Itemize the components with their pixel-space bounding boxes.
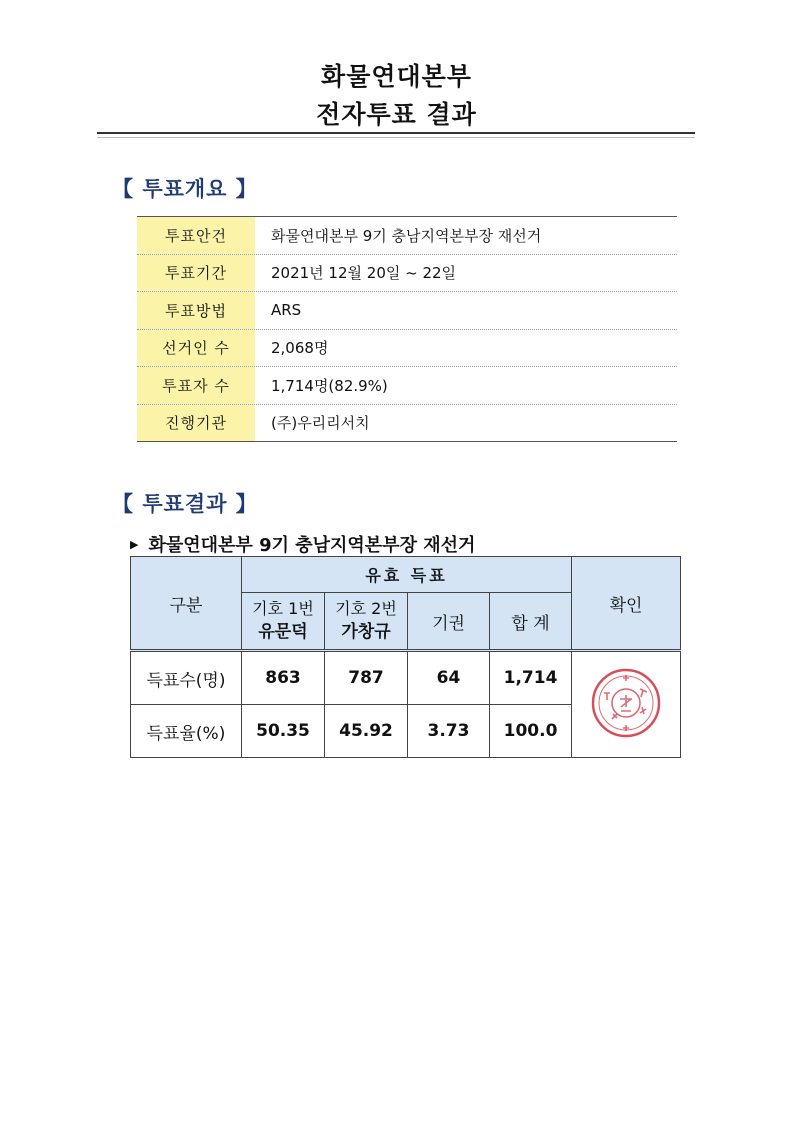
cell-value: 863 xyxy=(242,651,325,705)
header-valid-votes: 유효 득표 xyxy=(242,557,572,593)
overview-value: (주)우리리서치 xyxy=(271,414,370,433)
overview-value: 2,068명 xyxy=(271,339,329,358)
results-heading: 【 투표결과 】 xyxy=(112,491,258,516)
cell-value: 3.73 xyxy=(408,705,490,758)
results-subtitle xyxy=(130,531,475,557)
overview-value: 2021년 12월 20일 ~ 22일 xyxy=(271,264,457,283)
overview-heading: 【 투표개요 】 xyxy=(112,176,258,201)
title-divider-thin xyxy=(97,137,695,138)
row-label: 득표수(명) xyxy=(131,651,242,705)
cell-value: 100.0 xyxy=(490,705,572,758)
header-confirm: 확인 xyxy=(572,557,681,651)
title-line-1: 화물연대본부 xyxy=(321,62,472,91)
overview-value: 1,714명(82.9%) xyxy=(271,376,388,395)
overview-label: 투표방법 xyxy=(137,292,255,329)
overview-label: 투표기간 xyxy=(137,255,255,292)
document-title xyxy=(0,58,793,134)
header-category: 구분 xyxy=(131,557,242,651)
overview-label: 투표안건 xyxy=(137,217,255,254)
overview-label: 투표자 수 xyxy=(137,367,255,404)
cell-value: 50.35 xyxy=(242,705,325,758)
official-seal-icon xyxy=(590,667,662,739)
header-abstain: 기권 xyxy=(408,593,490,651)
candidate-number: 기호 1번 xyxy=(252,599,314,618)
cell-value: 45.92 xyxy=(325,705,408,758)
overview-value: 화물연대본부 9기 충남지역본부장 재선거 xyxy=(271,226,542,245)
triangle-bullet-icon: ▶ xyxy=(130,537,139,551)
overview-row xyxy=(137,292,677,330)
overview-row xyxy=(137,255,677,293)
row-label: 득표율(%) xyxy=(131,705,242,758)
cell-value: 787 xyxy=(325,651,408,705)
confirm-seal-cell xyxy=(572,651,681,758)
header-total: 합 계 xyxy=(490,593,572,651)
overview-label: 선거인 수 xyxy=(137,330,255,367)
overview-row xyxy=(137,330,677,368)
title-divider xyxy=(97,132,695,134)
header-candidate-2 xyxy=(325,593,408,651)
results-header-row xyxy=(131,557,681,593)
overview-label: 진행기관 xyxy=(137,405,255,442)
header-candidate-1 xyxy=(242,593,325,651)
overview-value: ARS xyxy=(271,301,302,320)
cell-value: 1,714 xyxy=(490,651,572,705)
results-table xyxy=(130,556,681,758)
candidate-name: 가창규 xyxy=(341,622,391,642)
table-row xyxy=(131,651,681,705)
overview-row xyxy=(137,405,677,442)
candidate-name: 유문덕 xyxy=(258,622,308,642)
overview-row xyxy=(137,217,677,255)
candidate-number: 기호 2번 xyxy=(335,599,397,618)
results-subtitle-text: 화물연대본부 9기 충남지역본부장 재선거 xyxy=(148,535,476,556)
results-heading-text: 투표결과 xyxy=(142,491,228,516)
title-line-2: 전자투표 결과 xyxy=(316,100,477,129)
cell-value: 64 xyxy=(408,651,490,705)
overview-table xyxy=(137,216,677,442)
overview-row xyxy=(137,367,677,405)
overview-heading-text: 투표개요 xyxy=(142,176,228,201)
